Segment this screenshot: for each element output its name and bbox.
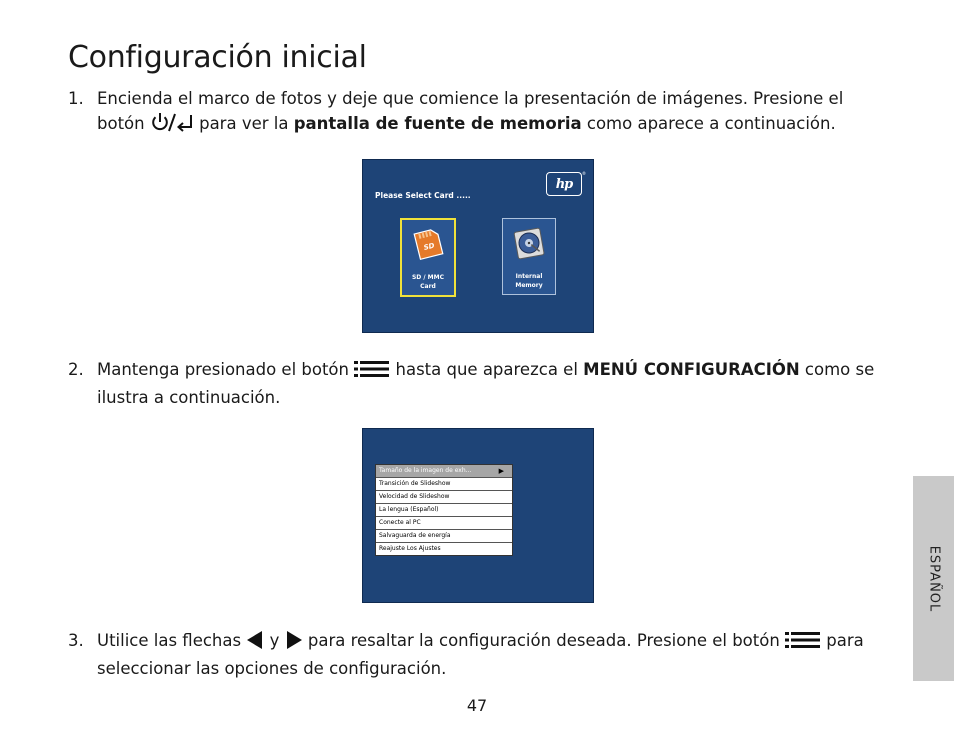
hard-disk-icon bbox=[511, 225, 547, 261]
menu-icon bbox=[785, 631, 821, 656]
internal-memory-option[interactable] bbox=[502, 218, 556, 295]
step-number: 2. bbox=[68, 360, 84, 379]
right-arrow-icon: ▶ bbox=[498, 467, 504, 475]
select-card-prompt: Please Select Card ..... bbox=[375, 191, 471, 200]
menu-item-connect-pc[interactable]: Conecte al PC bbox=[376, 516, 512, 529]
step-2 bbox=[68, 357, 888, 410]
menu-item-reset-settings[interactable]: Reajuste Los Ajustes bbox=[376, 542, 512, 555]
menu-item-language[interactable]: La lengua (Español) bbox=[376, 503, 512, 516]
step-3 bbox=[68, 628, 888, 681]
power-enter-icon bbox=[150, 112, 194, 139]
svg-text:SD: SD bbox=[422, 241, 436, 252]
memory-source-screen bbox=[362, 159, 594, 333]
left-arrow-icon bbox=[246, 631, 264, 656]
menu-icon bbox=[354, 360, 390, 385]
menu-item-slideshow-speed[interactable]: Velocidad de Slideshow bbox=[376, 490, 512, 503]
step-number: 1. bbox=[68, 89, 84, 108]
sd-mmc-card-option[interactable] bbox=[400, 218, 456, 297]
menu-item-power-save[interactable]: Salvaguarda de energía bbox=[376, 529, 512, 542]
step-text: Encienda el marco de fotos y deje que comience la presentación de imágenes. Presione el botón para ver la pantalla de fuente de memoria como aparece a continuación. bbox=[97, 86, 888, 139]
setup-menu bbox=[375, 464, 513, 556]
language-side-tab: ESPAÑOL bbox=[913, 476, 954, 681]
registered-mark: ® bbox=[582, 171, 586, 176]
step-text: Mantenga presionado el botón hasta que aparezca el MENÚ CONFIGURACIÓN como se ilustra a continuación. bbox=[97, 360, 875, 407]
right-arrow-icon bbox=[285, 631, 303, 656]
sd-card-icon bbox=[410, 226, 446, 262]
page-title: Configuración inicial bbox=[68, 40, 367, 75]
page-number: 47 bbox=[466, 696, 488, 715]
memory-option-label: Internal Memory bbox=[515, 273, 543, 289]
step-text: Utilice las flechas y para resaltar la configuración deseada. Presione el botón para seleccionar las opciones de configuración. bbox=[97, 631, 864, 678]
setup-menu-screen bbox=[362, 428, 594, 603]
menu-item-slideshow-transition[interactable]: Transición de Slideshow bbox=[376, 477, 512, 490]
menu-item-image-size[interactable]: Tamaño de la imagen de exh... ▶ bbox=[376, 465, 512, 477]
step-number: 3. bbox=[68, 631, 84, 650]
card-option-label: SD / MMC Card bbox=[411, 274, 444, 290]
hp-logo: hp bbox=[546, 172, 582, 196]
step-1 bbox=[68, 86, 888, 139]
